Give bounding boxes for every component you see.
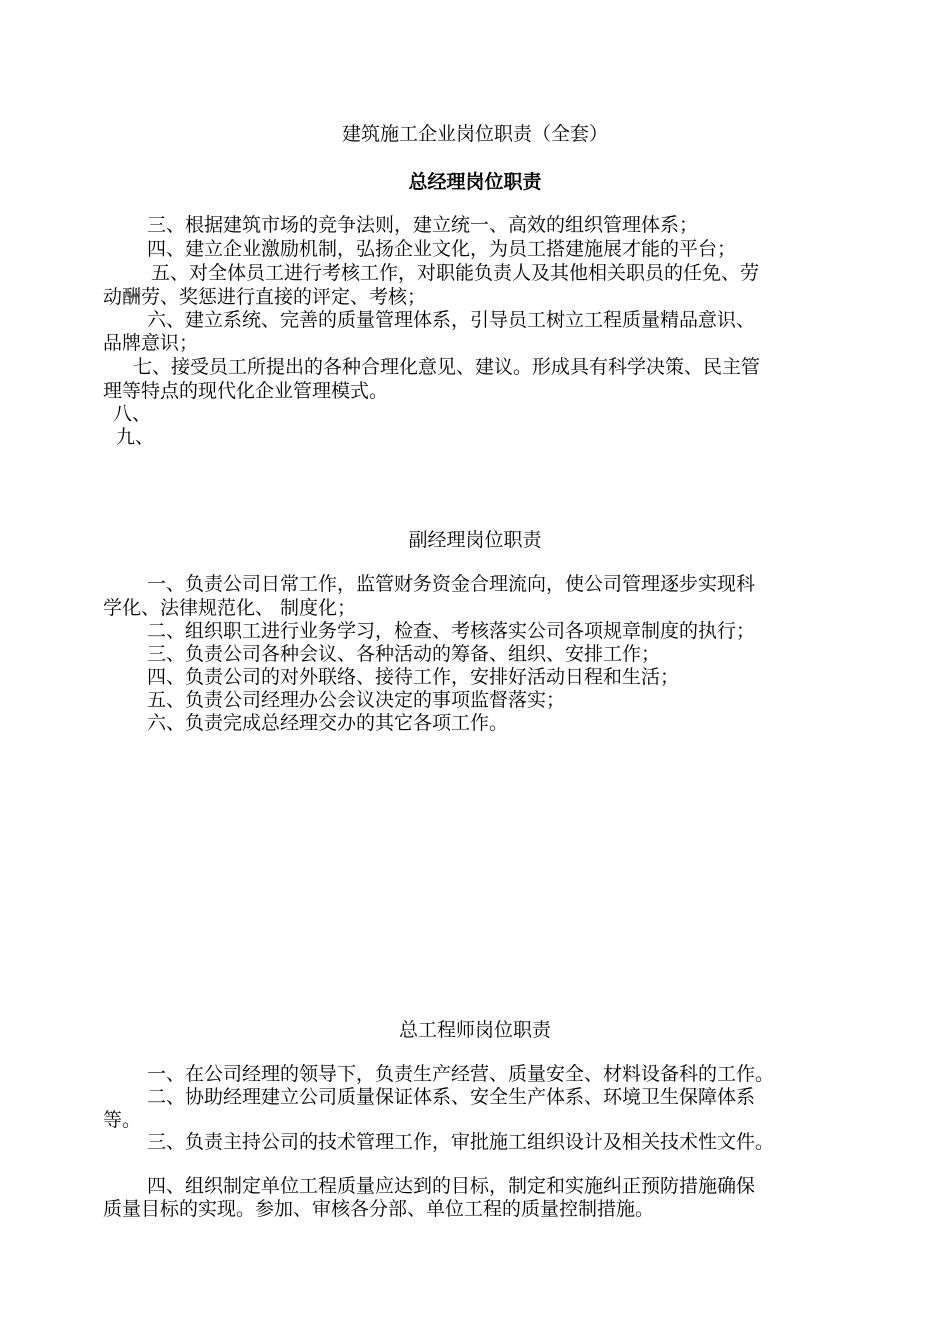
section-heading-chief-engineer: 总工程师岗位职责 [398, 1019, 551, 1041]
paragraph-line: 三、负责主持公司的技术管理工作，审批施工组织设计及相关技术性文件。 [147, 1131, 775, 1153]
paragraph-line: 品牌意识； [103, 332, 199, 354]
paragraph-line: 二、协助经理建立公司质量保证体系、安全生产体系、环境卫生保障体系 [147, 1086, 756, 1108]
paragraph-line: 五、对全体员工进行考核工作，对职能负责人及其他相关职员的任免、劳 [151, 262, 760, 284]
section-heading-general-manager: 总经理岗位职责 [408, 171, 542, 193]
paragraph-line: 五、负责公司经理办公会议决定的事项监督落实； [147, 689, 566, 711]
paragraph-line: 动酬劳、奖惩进行直接的评定、考核； [103, 286, 427, 308]
paragraph-line: 七、接受员工所提出的各种合理化意见、建议。形成具有科学决策、民主管 [133, 356, 761, 378]
paragraph-line: 六、负责完成总经理交办的其它各项工作。 [147, 712, 509, 734]
paragraph-line: 四、负责公司的对外联络、接待工作，安排好活动日程和生活； [147, 666, 680, 688]
paragraph-line: 三、根据建筑市场的竞争法则，建立统一、高效的组织管理体系； [147, 214, 699, 236]
document-title: 建筑施工企业岗位职责（全套） [341, 123, 608, 145]
paragraph-line: 四、建立企业激励机制，弘扬企业文化，为员工搭建施展才能的平台； [147, 238, 737, 260]
paragraph-line: 理等特点的现代化企业管理模式。 [103, 380, 389, 402]
paragraph-line: 八、 [113, 403, 152, 425]
paragraph-line: 等。 [103, 1109, 142, 1131]
paragraph-line: 一、负责公司日常工作，监管财务资金合理流向，使公司管理逐步实现科 [147, 573, 756, 595]
paragraph-line: 一、在公司经理的领导下，负责生产经营、质量安全、材料设备科的工作。 [147, 1063, 775, 1085]
paragraph-line: 九、 [116, 426, 155, 448]
paragraph-line: 质量目标的实现。参加、审核各分部、单位工程的质量控制措施。 [103, 1198, 655, 1220]
paragraph-line: 学化、法律规范化、 制度化； [103, 597, 357, 619]
paragraph-line: 四、组织制定单位工程质量应达到的目标，制定和实施纠正预防措施确保 [147, 1175, 756, 1197]
paragraph-line: 二、组织职工进行业务学习，检查、考核落实公司各项规章制度的执行； [147, 620, 756, 642]
paragraph-line: 六、建立系统、完善的质量管理体系，引导员工树立工程质量精品意识、 [147, 309, 756, 331]
section-heading-deputy-manager: 副经理岗位职责 [408, 529, 542, 551]
paragraph-line: 三、负责公司各种会议、各种活动的筹备、组织、安排工作； [147, 643, 661, 665]
